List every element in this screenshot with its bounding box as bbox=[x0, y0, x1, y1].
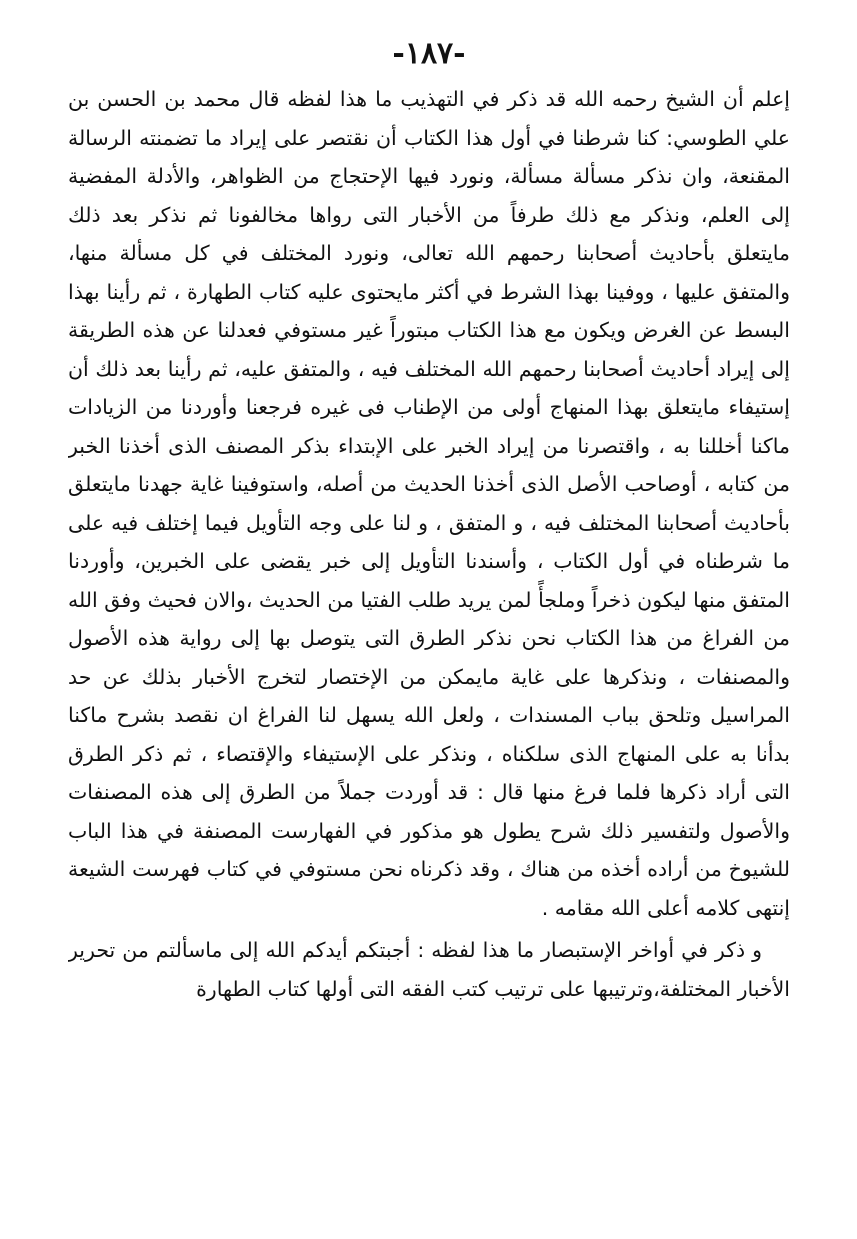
paragraph-istibsar-quote: و ذكر في أواخر الإستبصار ما هذا لفظه : أجبتكم أيدكم الله إلى ماسألتم من تحرير الأخبار المختلفة،وترتيبها على ترتيب كتب الفقه التى أولها كتاب الطهارة bbox=[68, 938, 790, 1001]
page-number: -١٨٧- bbox=[392, 36, 466, 71]
document-page bbox=[68, 30, 790, 1210]
paragraph-tahdhib-quote: إعلم أن الشيخ رحمه الله قد ذكر في التهذيب ما هذا لفظه قال محمد بن الحسن بن علي الطوسي: كنا شرطنا في أول هذا الكتاب أن نقتصر على إيراد ما تضمنته الرسالة المقنعة، وان نذكر مسألة مسألة، ونورد فيها الإحتجاج من الظواهر، والأدلة المفضية إلى العلم، ونذكر مع ذلك طرفاً من الأخبار التى رواها مخالفونا ثم نذكر بعد ذلك مايتعلق بأحاديث أصحابنا رحمهم الله تعالى، ونورد المختلف في كل مسألة منها، والمتفق عليها ، ووفينا بهذا الشرط في أكثر مايحتوى عليه كتاب الطهارة ، ثم رأينا بهذا البسط عن الغرض ويكون مع هذا الكتاب مبتوراً غير مستوفي فعدلنا عن هذه الطريقة إلى إيراد أحاديث أصحابنا رحمهم الله المختلف فيه ، والمتفق عليه، ثم رأينا بعد ذلك أن إستيفاء مايتعلق بهذا المنهاج أولى من الإطناب فى غيره فرجعنا وأوردنا من الزيادات ماكنا أخللنا به ، واقتصرنا من إيراد الخبر على الإبتداء بذكر المصنف الذى أخذنا الخبر من كتابه ، أوصاحب الأصل الذى أخذنا الحديث من أصله، واستوفينا غاية جهدنا مايتعلق بأحاديث أصحابنا المختلف فيه ، و المتفق ، و لنا على وجه التأويل فيما إختلف فيه على ما شرطناه في أول الكتاب ، وأسندنا التأويل إلى خبر يقضى على الخبرين، وأوردنا المتفق منها ليكون ذخراً وملجأً لمن يريد طلب الفتيا من الحديث ،والان فحيث وفق الله من الفراغ من هذا الكتاب نحن نذكر الطرق التى يتوصل بها إلى رواية هذه الأصول والمصنفات ، ونذكرها على غاية مايمكن من الإختصار لتخرج الأخبار بذلك عن حد المراسيل وتلحق بباب المسندات ، ولعل الله يسهل لنا الفراغ ان نقصد بشرح ماكنا بدأنا به على المنهاج الذى سلكناه ، ونذكر على الإستيفاء والإقتصاء ، ثم ذكر الطرق التى أراد ذكرها فلما فرغ منها قال : قد أوردت جملاً من الطرق إلى هذه المصنفات والأصول ولتفسير ذلك شرح يطول هو مذكور في الفهارست المصنفة في هذا الباب للشيوخ من أراده أخذه من هناك ، وقد ذكرناه نحن مستوفي في كتاب فهرست الشيعة إنتهى كلامه أعلى الله مقامه . bbox=[68, 87, 790, 920]
